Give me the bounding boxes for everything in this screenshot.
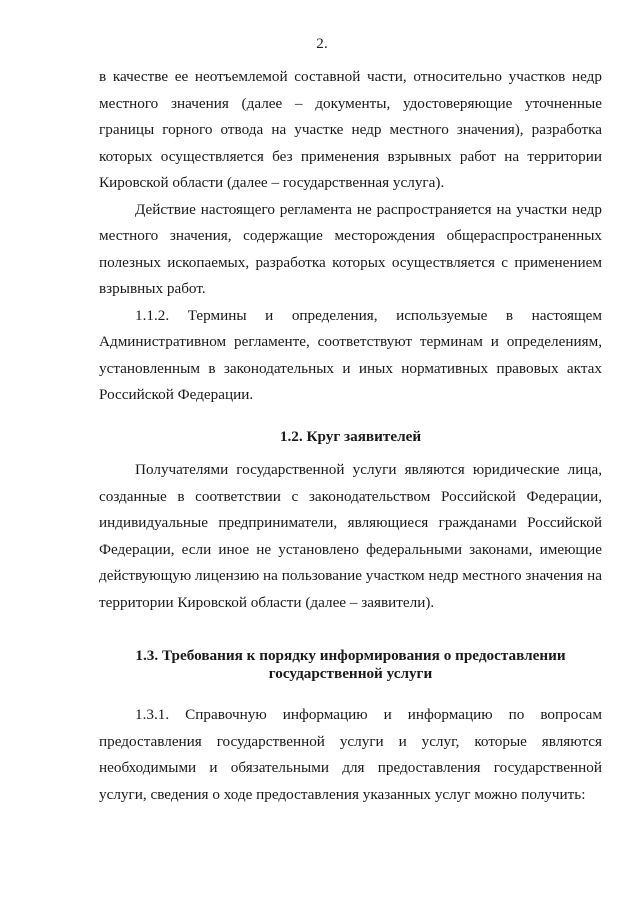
section-heading-applicants: 1.2. Круг заявителей — [279, 428, 422, 445]
intro-text — [99, 64, 602, 409]
paragraph-continuation: в качестве ее неотъемлемой составной части, относительно участков недр местного значения (далее – документы, удостоверяющие уточненные границы горного отвода на участке недр местного значения), разработка которых осуществляется без применения взрывных работ на территории Кировской области (далее – государственная услуга). — [99, 68, 602, 191]
paragraph-reference-info: 1.3.1. Справочную информацию и информацию по вопросам предоставления государственной услуги и услуг, которые являются необходимыми и обязательными для предоставления государственной услуги, сведения о ходе предоставления указанных услуг можно получить: — [99, 706, 602, 803]
paragraph-scope: Действие настоящего регламента не распространяется на участки недр местного значения, содержащие месторождения общераспространенных полезных ископаемых, разработка которых осуществляется с применением взрывных работ. — [99, 200, 602, 297]
applicants-text — [99, 457, 602, 616]
section-heading-informing-line2: государственной услуги — [268, 665, 433, 682]
section-heading-informing-line1: 1.3. Требования к порядку информирования о предоставлении — [135, 647, 566, 664]
informing-text — [99, 702, 602, 808]
paragraph-terms: 1.1.2. Термины и определения, используемые в настоящем Административном регламенте, соответствуют терминам и определениям, установленным в законодательных и иных нормативных правовых актах Российской Федерации. — [99, 306, 602, 403]
page-number: 2 — [316, 36, 324, 52]
paragraph-applicants: Получателями государственной услуги являются юридические лица, созданные в соответствии с законодательством Российской Федерации, индивидуальные предприниматели, являющиеся гражданами Российской Федерации, если иное не установлено федеральными законами, имеющие действующую лицензию на пользование участком недр местного значения на территории Кировской области (далее – заявители). — [99, 461, 602, 611]
page-marker: . — [324, 36, 328, 52]
section-heading-informing — [99, 647, 602, 683]
